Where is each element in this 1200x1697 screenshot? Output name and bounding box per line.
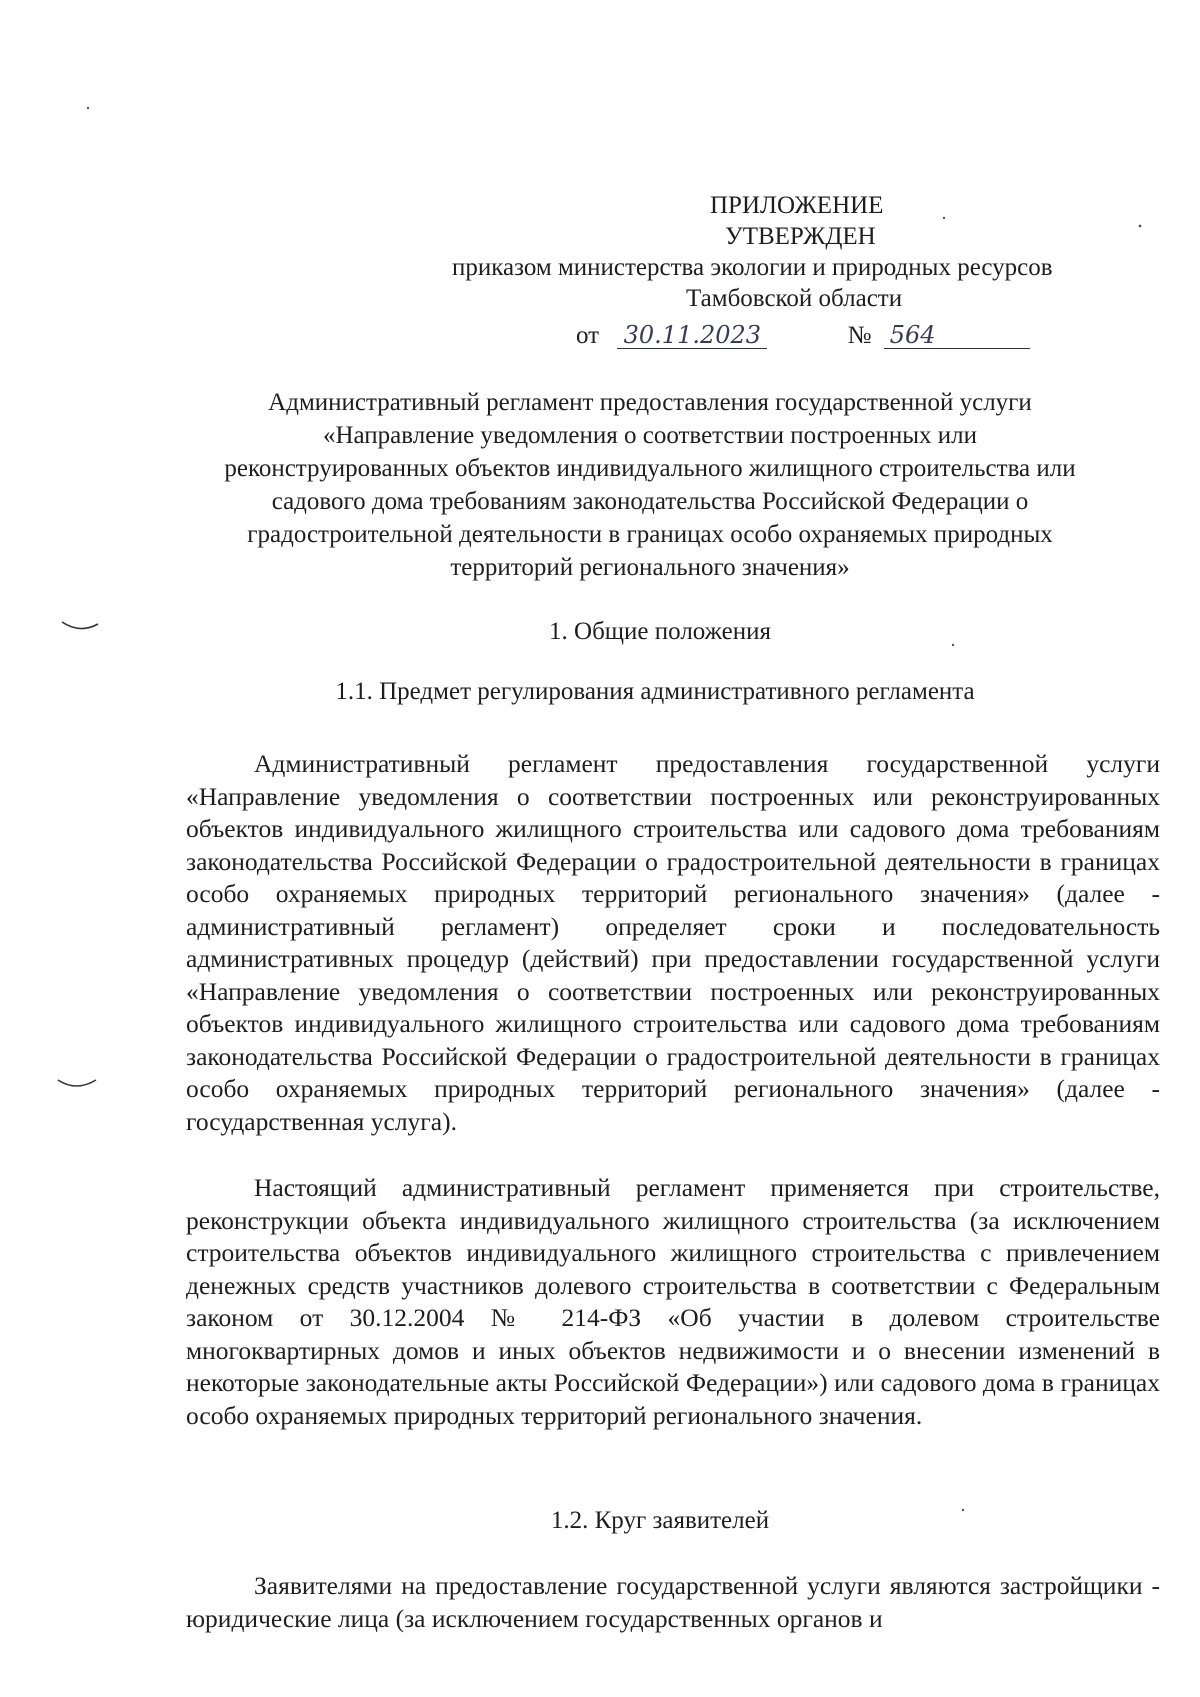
appendix-label: ПРИЛОЖЕНИЕ: [710, 192, 884, 219]
date-prefix: от: [576, 322, 600, 349]
regulation-title: [150, 386, 1150, 584]
title-line: «Направление уведомления о соответствии построенных или: [322, 422, 978, 449]
approval-stamp-block: [440, 190, 1160, 314]
order-date-number-row: [576, 322, 1030, 350]
subsection-heading-applicants: 1.2. Круг заявителей: [550, 1507, 770, 1534]
handwritten-date: 30.11.2023: [617, 322, 767, 349]
paragraph-regulation-subject: Административный регламент предоставления государственной услуги «Направление уведомления о соответствии построенных или реконструированных объектов индивидуального жилищного строительства или садового дома требованиям законодательства Российской Федерации о градостроительной деятельности в границах особо охраняемых природных территорий регионального значения» (далее - административный регламент) определяет сроки и последовательность административных процедур (действий) при предоставлении государственной услуги «Направление уведомления о соответствии построенных или реконструированных объектов индивидуального жилищного строительства или садового дома требованиям законодательства Российской Федерации о градостроительной деятельности в границах особо охраняемых природных территорий регионального значения» (далее - государственная услуга).: [186, 749, 1160, 1136]
approved-label: УТВЕРЖДЕН: [725, 223, 876, 250]
number-prefix: №: [847, 322, 872, 349]
region-line: Тамбовской области: [686, 285, 903, 312]
section-heading-general: 1. Общие положения: [549, 618, 771, 645]
title-line: садового дома требованиям законодательства Российской Федерации о: [271, 488, 1029, 515]
subsection-heading-subject: 1.1. Предмет регулирования административного регламента: [335, 678, 975, 705]
handwritten-order-number: 564: [884, 322, 1030, 349]
paragraph-regulation-scope: Настоящий административный регламент применяется при строительстве, реконструкции объекта индивидуального жилищного строительства (за исключением строительства объектов индивидуального жилищного строительства с привлечением денежных средств участников долевого строительства в соответствии с Федеральным законом от 30.12.2004 № 214-ФЗ «Об участии в долевом строительстве многоквартирных домов и иных объектов недвижимости и о внесении изменений в некоторые законодательные акты Российской Федерации») или садового дома в границах особо охраняемых природных территорий регионального значения.: [186, 1173, 1160, 1430]
title-line: реконструированных объектов индивидуального жилищного строительства или: [224, 455, 1076, 482]
order-issuer-line: приказом министерства экологии и природных ресурсов: [452, 254, 1053, 281]
title-line: территорий регионального значения»: [450, 554, 850, 581]
scan-dot: [87, 107, 89, 109]
punch-hole-mark-lower: [58, 1080, 96, 1086]
paragraph-applicants: Заявителями на предоставление государственной услуги являются застройщики - юридические лица (за исключением государственных органов и: [186, 1571, 1160, 1633]
title-line: Административный регламент предоставления государственной услуги: [268, 389, 1032, 416]
title-line: градостроительной деятельности в границах особо охраняемых природных: [247, 521, 1053, 548]
